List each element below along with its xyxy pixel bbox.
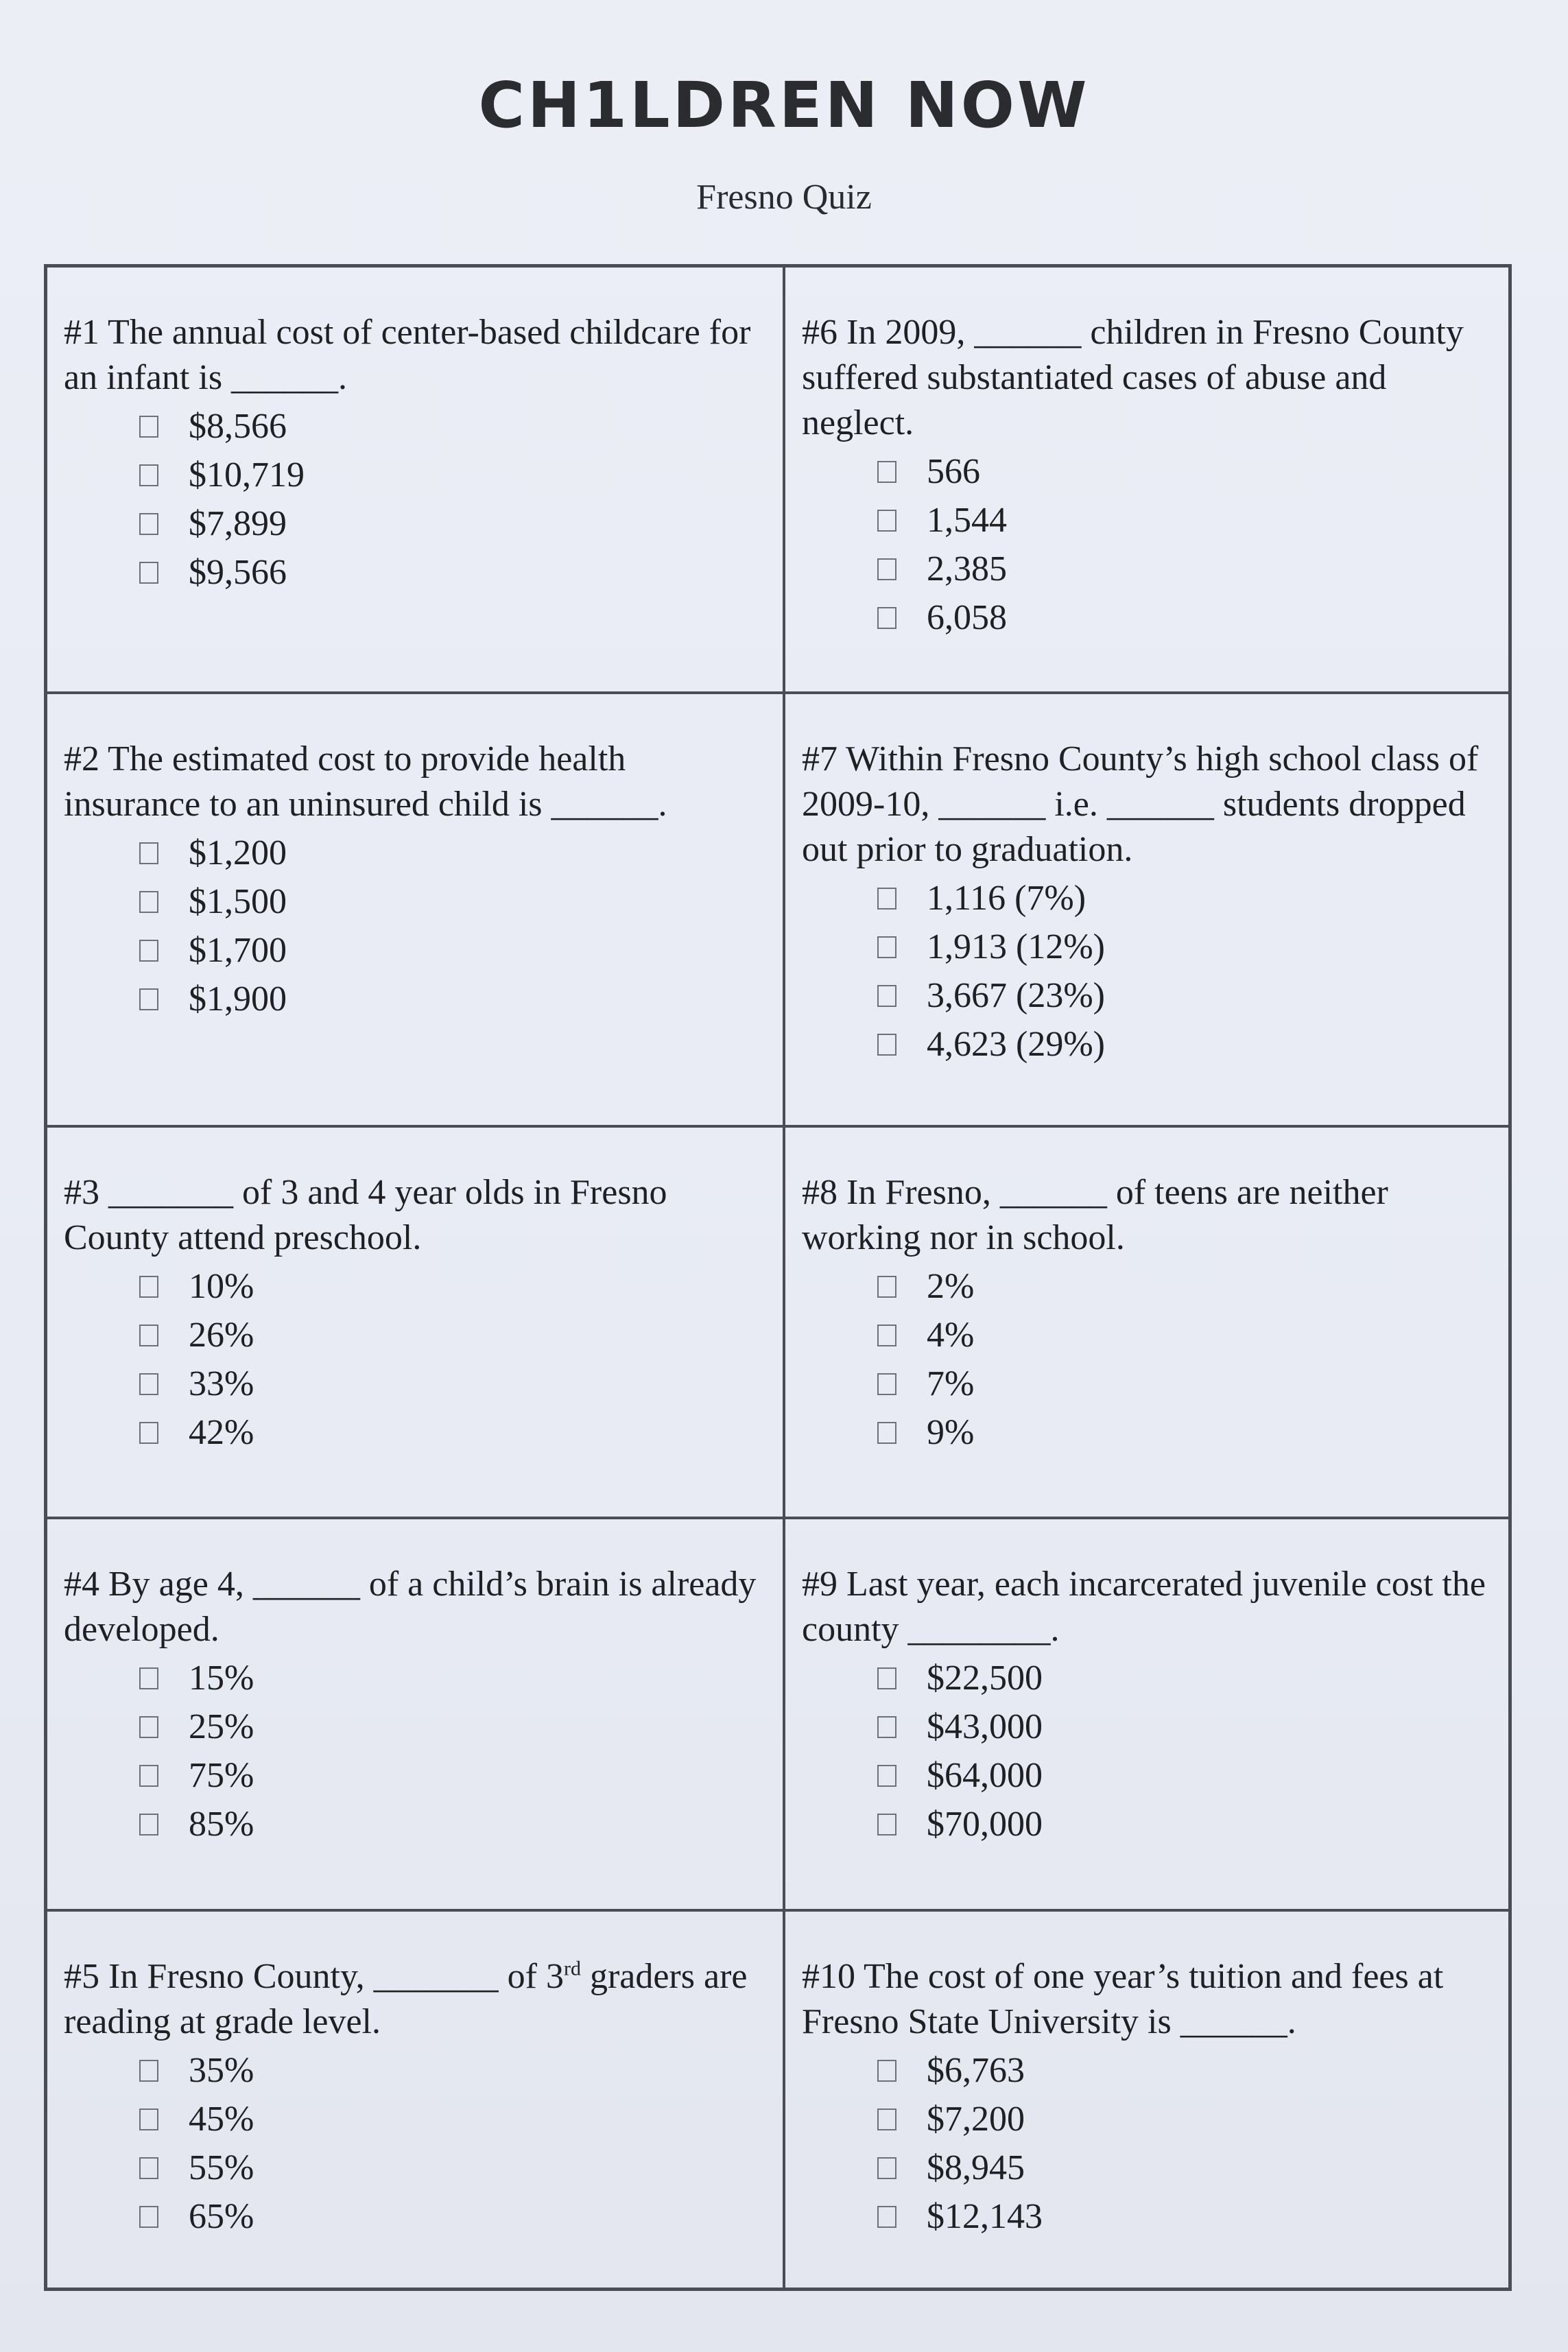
question-text — [64, 1954, 766, 2045]
option-list — [802, 2046, 1492, 2241]
option-label: 26% — [189, 1315, 254, 1355]
checkbox-icon[interactable] — [139, 1373, 158, 1395]
option-label: 45% — [189, 2099, 254, 2139]
option-item[interactable] — [877, 1751, 1492, 1800]
quiz-title: Fresno Quiz — [696, 178, 872, 217]
option-item[interactable] — [139, 1262, 766, 1311]
question-7 — [785, 694, 1508, 1128]
option-item[interactable] — [877, 545, 1492, 593]
checkbox-icon[interactable] — [139, 464, 158, 486]
checkbox-icon[interactable] — [877, 510, 896, 532]
option-label: $43,000 — [927, 1707, 1043, 1746]
quiz-grid — [44, 264, 1512, 2291]
option-item[interactable] — [139, 2192, 766, 2241]
checkbox-icon[interactable] — [139, 1716, 158, 1738]
checkbox-icon[interactable] — [139, 513, 158, 535]
option-list — [802, 1262, 1492, 1457]
question-text: #1 The annual cost of center-based childcare for an infant is ______. — [64, 313, 751, 397]
option-label: 33% — [189, 1364, 254, 1403]
checkbox-icon[interactable] — [139, 2060, 158, 2082]
option-list — [64, 829, 766, 1023]
option-label: 65% — [189, 2196, 254, 2236]
checkbox-icon[interactable] — [877, 985, 896, 1007]
option-item[interactable] — [877, 496, 1492, 545]
option-label: 566 — [927, 451, 980, 491]
option-item[interactable] — [877, 923, 1492, 971]
option-label: $7,200 — [927, 2099, 1025, 2139]
option-label: $70,000 — [927, 1804, 1043, 1844]
option-list — [64, 2046, 766, 2241]
checkbox-icon[interactable] — [139, 1765, 158, 1787]
question-text: #9 Last year, each incarcerated juvenile cost the county ________. — [802, 1565, 1486, 1649]
option-label: 25% — [189, 1707, 254, 1746]
option-label: $12,143 — [927, 2196, 1043, 2236]
option-item[interactable] — [877, 2046, 1492, 2095]
option-label: 2% — [927, 1266, 975, 1306]
question-10 — [785, 1912, 1508, 2288]
option-item[interactable] — [139, 1800, 766, 1849]
option-label: 2,385 — [927, 549, 1007, 589]
option-label: 4,623 (29%) — [927, 1024, 1105, 1064]
option-label: 42% — [189, 1412, 254, 1452]
checkbox-icon[interactable] — [139, 562, 158, 584]
option-label: 3,667 (23%) — [927, 975, 1105, 1015]
option-item[interactable] — [877, 1359, 1492, 1408]
option-item[interactable] — [139, 1751, 766, 1800]
checkbox-icon[interactable] — [877, 1373, 896, 1395]
option-label: $9,566 — [189, 552, 287, 592]
option-item[interactable] — [877, 2095, 1492, 2143]
checkbox-icon[interactable] — [877, 1422, 896, 1444]
option-label: 75% — [189, 1755, 254, 1795]
question-3 — [47, 1128, 785, 1519]
option-item[interactable] — [139, 2143, 766, 2192]
option-label: 1,913 (12%) — [927, 927, 1105, 966]
option-label: 15% — [189, 1658, 254, 1698]
checkbox-icon[interactable] — [139, 1814, 158, 1836]
checkbox-icon[interactable] — [139, 1276, 158, 1298]
option-item[interactable] — [877, 593, 1492, 642]
option-item[interactable] — [877, 1262, 1492, 1311]
question-text: #7 Within Fresno County’s high school class of 2009-10, ______ i.e. ______ students dropped out prior to graduation. — [802, 739, 1479, 869]
question-2 — [47, 694, 785, 1128]
option-item[interactable] — [139, 548, 766, 597]
checkbox-icon[interactable] — [139, 940, 158, 962]
checkbox-icon[interactable] — [877, 1034, 896, 1056]
option-item[interactable] — [877, 1800, 1492, 1849]
option-label: $6,763 — [927, 2050, 1025, 2090]
checkbox-icon[interactable] — [877, 1667, 896, 1689]
checkbox-icon[interactable] — [877, 2060, 896, 2082]
checkbox-icon[interactable] — [877, 2206, 896, 2228]
checkbox-icon[interactable] — [877, 888, 896, 910]
option-label: $1,500 — [189, 881, 287, 921]
option-label: $7,899 — [189, 503, 287, 543]
option-label: 10% — [189, 1266, 254, 1306]
option-item[interactable] — [877, 1311, 1492, 1359]
option-label: 1,116 (7%) — [927, 878, 1086, 918]
question-6 — [785, 268, 1508, 694]
option-list — [64, 1262, 766, 1457]
option-item[interactable] — [877, 1020, 1492, 1069]
option-label: 55% — [189, 2148, 254, 2187]
checkbox-icon[interactable] — [877, 2109, 896, 2130]
option-item[interactable] — [877, 1654, 1492, 1702]
option-label: $8,566 — [189, 406, 287, 446]
option-item[interactable] — [139, 499, 766, 548]
option-label: $1,900 — [189, 979, 287, 1019]
checkbox-icon[interactable] — [139, 1422, 158, 1444]
checkbox-icon[interactable] — [877, 1765, 896, 1787]
option-label: 9% — [927, 1412, 975, 1452]
option-label: $22,500 — [927, 1658, 1043, 1698]
option-item[interactable] — [139, 829, 766, 877]
option-item[interactable] — [139, 402, 766, 451]
checkbox-icon[interactable] — [139, 842, 158, 864]
question-text-start: #5 In Fresno County, _______ of 3 — [64, 1957, 564, 1996]
question-text-end: graders are reading at grade level. — [64, 1957, 748, 2041]
option-label: 7% — [927, 1364, 975, 1403]
question-text: #8 In Fresno, ______ of teens are neither working nor in school. — [802, 1173, 1388, 1257]
option-label: 85% — [189, 1804, 254, 1844]
checkbox-icon[interactable] — [139, 891, 158, 913]
question-text: #2 The estimated cost to provide health insurance to an uninsured child is ______. — [64, 739, 667, 824]
option-item[interactable] — [139, 451, 766, 499]
option-item[interactable] — [139, 1311, 766, 1359]
checkbox-icon[interactable] — [139, 988, 158, 1010]
checkbox-icon[interactable] — [877, 1814, 896, 1836]
checkbox-icon[interactable] — [139, 416, 158, 438]
question-8 — [785, 1128, 1508, 1519]
option-list — [64, 402, 766, 597]
option-label: 4% — [927, 1315, 975, 1355]
option-list — [802, 874, 1492, 1069]
option-item[interactable] — [877, 971, 1492, 1020]
checkbox-icon[interactable] — [139, 2206, 158, 2228]
option-label: 1,544 — [927, 500, 1007, 540]
option-item[interactable] — [139, 1408, 766, 1457]
question-text: #3 _______ of 3 and 4 year olds in Fresno County attend preschool. — [64, 1173, 667, 1257]
question-9 — [785, 1519, 1508, 1912]
option-item[interactable] — [139, 877, 766, 926]
option-list — [802, 447, 1492, 642]
question-text: #4 By age 4, ______ of a child’s brain is already developed. — [64, 1565, 757, 1649]
option-item[interactable] — [139, 1359, 766, 1408]
option-item[interactable] — [139, 2046, 766, 2095]
children-now-logo: CH1LDREN NOW — [478, 69, 1090, 142]
option-label: $1,700 — [189, 930, 287, 970]
checkbox-icon[interactable] — [877, 1325, 896, 1346]
question-1 — [47, 268, 785, 694]
checkbox-icon[interactable] — [877, 936, 896, 958]
checkbox-icon[interactable] — [877, 607, 896, 629]
question-4 — [47, 1519, 785, 1912]
option-item[interactable] — [139, 1702, 766, 1751]
option-label: 35% — [189, 2050, 254, 2090]
question-text: #6 In 2009, ______ children in Fresno County suffered substantiated cases of abuse and neglect. — [802, 313, 1464, 442]
checkbox-icon[interactable] — [877, 1716, 896, 1738]
checkbox-icon[interactable] — [877, 1276, 896, 1298]
option-label: 6,058 — [927, 597, 1007, 637]
option-item[interactable] — [139, 975, 766, 1023]
option-item[interactable] — [877, 447, 1492, 496]
checkbox-icon[interactable] — [139, 1325, 158, 1346]
option-label: $1,200 — [189, 833, 287, 872]
option-item[interactable] — [877, 874, 1492, 923]
checkbox-icon[interactable] — [139, 2157, 158, 2179]
question-text: #10 The cost of one year’s tuition and fees at Fresno State University is ______. — [802, 1957, 1444, 2041]
option-item[interactable] — [877, 1408, 1492, 1457]
checkbox-icon[interactable] — [139, 1667, 158, 1689]
option-item[interactable] — [877, 1702, 1492, 1751]
checkbox-icon[interactable] — [877, 461, 896, 483]
ordinal-suffix: rd — [563, 1957, 581, 1980]
option-item[interactable] — [877, 2192, 1492, 2241]
option-label: $64,000 — [927, 1755, 1043, 1795]
option-list — [64, 1654, 766, 1849]
option-label: $8,945 — [927, 2148, 1025, 2187]
question-5 — [47, 1912, 785, 2288]
option-item[interactable] — [877, 2143, 1492, 2192]
checkbox-icon[interactable] — [877, 2157, 896, 2179]
option-item[interactable] — [139, 926, 766, 975]
checkbox-icon[interactable] — [139, 2109, 158, 2130]
option-item[interactable] — [139, 1654, 766, 1702]
checkbox-icon[interactable] — [877, 558, 896, 580]
option-list — [802, 1654, 1492, 1849]
option-label: $10,719 — [189, 455, 305, 495]
option-item[interactable] — [139, 2095, 766, 2143]
